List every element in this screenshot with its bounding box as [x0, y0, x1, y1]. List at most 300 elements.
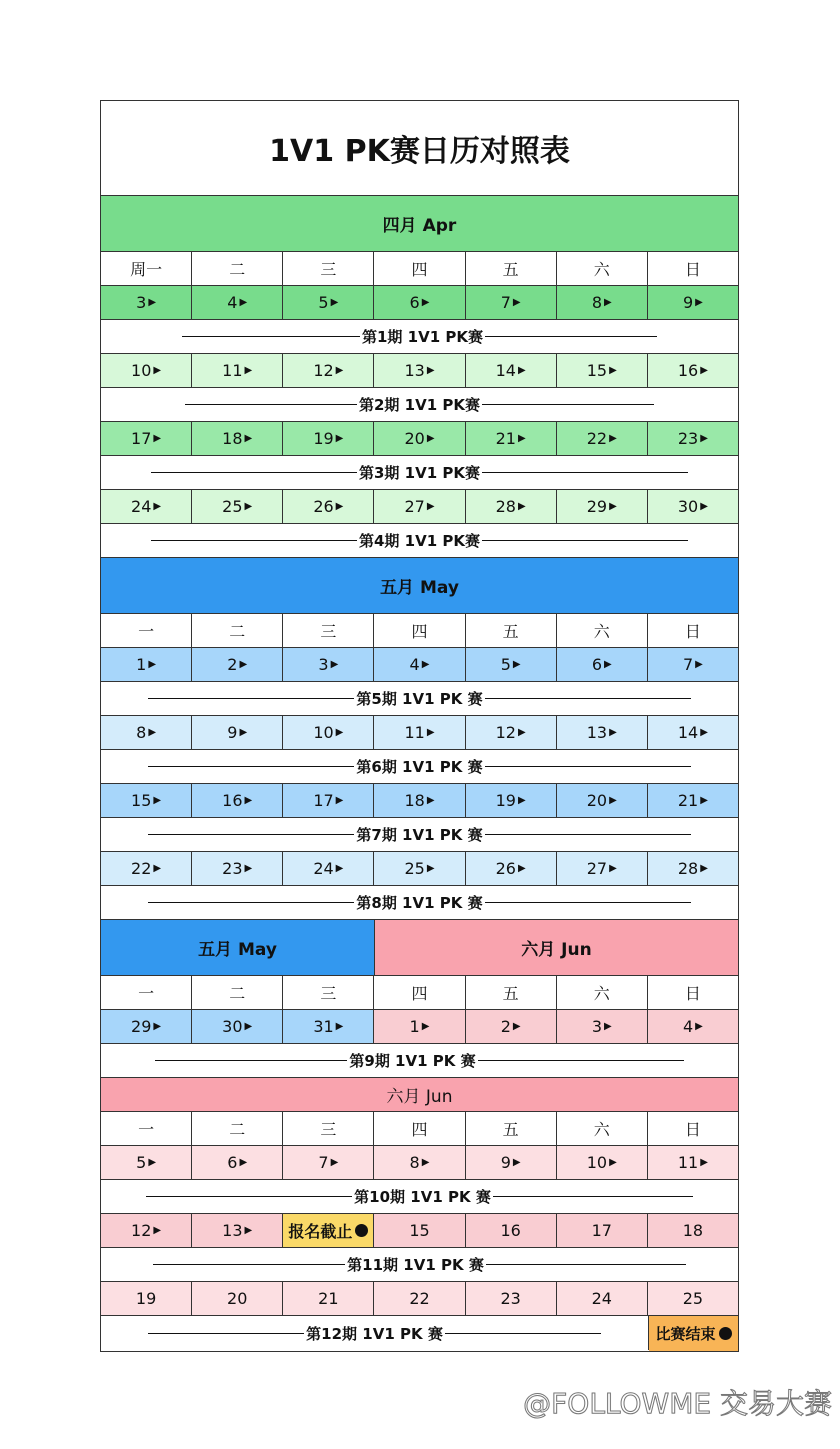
day-cell: [101, 648, 192, 681]
day-number: 24: [131, 497, 152, 516]
day-cell: [648, 354, 738, 387]
play-icon: ▶: [426, 795, 435, 806]
day-cell: [466, 852, 557, 885]
day-number: 15: [586, 361, 608, 380]
day-cell: [283, 648, 374, 681]
weekday: 一: [101, 976, 192, 1009]
day-number: 28: [677, 859, 699, 878]
day-number: 20: [586, 791, 608, 810]
session-label: 第3期 1V1 PK赛: [359, 464, 480, 482]
play-icon: ▶: [239, 1157, 248, 1168]
play-icon: ▶: [244, 433, 253, 444]
day-cell: [283, 490, 374, 523]
day-cell: [648, 1010, 738, 1043]
session-divider: [101, 1316, 649, 1350]
weekday: 三: [283, 252, 374, 285]
day-cell: [374, 1282, 465, 1315]
play-icon: ▶: [153, 795, 162, 806]
day-number: 8: [136, 723, 147, 742]
play-icon: ▶: [609, 501, 617, 512]
play-icon: ▶: [700, 795, 708, 806]
play-icon: ▶: [426, 365, 435, 376]
weekday: 四: [374, 252, 465, 285]
day-cell: [192, 1010, 283, 1043]
day-number: 26: [495, 859, 516, 878]
day-number: 14: [495, 361, 516, 380]
session-divider: [101, 456, 738, 490]
day-cell: [283, 422, 374, 455]
play-icon: ▶: [330, 1157, 339, 1168]
day-number: 28: [495, 497, 516, 516]
play-icon: ▶: [335, 863, 344, 874]
day-cell: [192, 1146, 283, 1179]
play-icon: ▶: [244, 365, 253, 376]
play-icon: ▶: [153, 433, 162, 444]
day-cell: [283, 1282, 374, 1315]
day-number: 19: [313, 429, 334, 448]
april-week-4: [101, 490, 738, 524]
day-cell: [466, 1146, 557, 1179]
day-cell: [101, 1282, 192, 1315]
day-number: 25: [222, 497, 243, 516]
play-icon: ▶: [609, 1157, 617, 1168]
day-cell: [192, 286, 283, 319]
may-weekday-row: [101, 614, 738, 648]
april-weekday-row: [101, 252, 738, 286]
weekday: 五: [466, 614, 557, 647]
day-cell: [466, 1282, 557, 1315]
weekday: 三: [283, 614, 374, 647]
day-cell: [466, 354, 557, 387]
weekday: 四: [374, 1112, 465, 1145]
may-june-week: [101, 1010, 738, 1044]
day-cell: [557, 1146, 648, 1179]
dot-icon: [719, 1327, 732, 1340]
weekday: 二: [192, 252, 283, 285]
day-number: 22: [409, 1289, 430, 1308]
weekday: 日: [684, 1120, 701, 1139]
may-june-weekday-row: [101, 976, 738, 1010]
day-number: 23: [500, 1289, 521, 1308]
day-number: 9: [500, 1153, 511, 1172]
may-week-4: [101, 852, 738, 886]
play-icon: ▶: [609, 365, 617, 376]
day-cell: [466, 1214, 557, 1247]
play-icon: ▶: [244, 1021, 253, 1032]
day-cell: [557, 716, 648, 749]
june-weekday-row: [101, 1112, 738, 1146]
day-number: 13: [222, 1221, 243, 1240]
weekday: 周一: [101, 252, 192, 285]
play-icon: ▶: [700, 863, 708, 874]
day-cell: [466, 648, 557, 681]
may-week-3: [101, 784, 738, 818]
session-label: 第7期 1V1 PK 赛: [356, 826, 483, 844]
day-number: 30: [677, 497, 699, 516]
session-label: 第12期 1V1 PK 赛: [306, 1324, 443, 1343]
june-week-1: [101, 1146, 738, 1180]
day-cell: [101, 1214, 192, 1247]
play-icon: ▶: [330, 659, 339, 670]
weekday: 六: [557, 976, 648, 1009]
play-icon: ▶: [421, 659, 430, 670]
day-number: 17: [591, 1221, 612, 1240]
day-cell: [648, 784, 738, 817]
april-week-1: [101, 286, 738, 320]
day-cell: [101, 354, 192, 387]
day-number: 2: [227, 655, 238, 674]
day-number: 21: [318, 1289, 339, 1308]
play-icon: ▶: [517, 727, 526, 738]
weekday: 二: [192, 614, 283, 647]
weekday: 三: [283, 976, 374, 1009]
match-end-label: 比赛结束: [655, 1325, 716, 1343]
session-divider: [101, 1180, 738, 1214]
session-divider: [101, 524, 738, 558]
day-number: 19: [495, 791, 516, 810]
dot-icon: [355, 1224, 368, 1237]
session-label: 第11期 1V1 PK 赛: [347, 1256, 484, 1274]
day-number: 17: [131, 429, 152, 448]
play-icon: ▶: [512, 1021, 521, 1032]
day-cell: [101, 852, 192, 885]
day-number: 18: [222, 429, 243, 448]
day-cell: [101, 1010, 192, 1043]
day-cell: [101, 784, 192, 817]
play-icon: ▶: [695, 1021, 703, 1032]
play-icon: ▶: [512, 1157, 521, 1168]
weekday: 日: [684, 622, 701, 641]
day-cell: [101, 490, 192, 523]
day-number: 21: [677, 791, 699, 810]
play-icon: ▶: [512, 297, 521, 308]
day-number: 29: [131, 1017, 152, 1036]
play-icon: ▶: [148, 659, 157, 670]
day-number: 1: [136, 655, 147, 674]
play-icon: ▶: [421, 1157, 430, 1168]
play-icon: ▶: [335, 365, 344, 376]
play-icon: ▶: [426, 863, 435, 874]
play-icon: ▶: [700, 501, 708, 512]
day-cell: [192, 852, 283, 885]
day-cell: [283, 716, 374, 749]
april-week-2: [101, 354, 738, 388]
weekday: 六: [557, 614, 648, 647]
session-divider: [101, 1248, 738, 1282]
play-icon: ▶: [700, 727, 708, 738]
april-header: 四月 Apr: [101, 196, 738, 252]
day-number: 19: [135, 1289, 157, 1308]
session-divider: [101, 818, 738, 852]
june-header: 六月 Jun: [101, 1078, 738, 1112]
day-number: 18: [404, 791, 425, 810]
session-label: 第1期 1V1 PK赛: [362, 328, 483, 346]
day-number: 10: [313, 723, 334, 742]
play-icon: ▶: [604, 297, 612, 308]
weekday: 五: [466, 252, 557, 285]
day-cell: [648, 490, 738, 523]
play-icon: ▶: [239, 297, 248, 308]
weekday: 三: [283, 1112, 374, 1145]
play-icon: ▶: [421, 1021, 430, 1032]
day-number: 12: [313, 361, 334, 380]
day-number: 24: [591, 1289, 612, 1308]
play-icon: ▶: [148, 297, 157, 308]
play-icon: ▶: [609, 795, 617, 806]
weekday: 日: [684, 260, 701, 279]
session-divider: [101, 388, 738, 422]
day-number: 31: [313, 1017, 334, 1036]
play-icon: ▶: [426, 727, 435, 738]
day-number: 15: [131, 791, 152, 810]
day-number: 21: [495, 429, 516, 448]
day-cell: [557, 286, 648, 319]
match-end-cell: [649, 1316, 738, 1351]
day-number: 3: [318, 655, 329, 674]
day-number: 24: [313, 859, 334, 878]
day-number: 8: [409, 1153, 420, 1172]
day-cell: [374, 354, 465, 387]
day-number: 4: [227, 293, 238, 312]
play-icon: ▶: [517, 863, 526, 874]
weekday: 二: [192, 976, 283, 1009]
play-icon: ▶: [335, 501, 344, 512]
day-cell: [374, 716, 465, 749]
day-cell: [374, 286, 465, 319]
day-number: 25: [682, 1289, 704, 1308]
play-icon: ▶: [517, 795, 526, 806]
day-number: 16: [500, 1221, 521, 1240]
day-cell: [101, 716, 192, 749]
play-icon: ▶: [239, 659, 248, 670]
session-divider: [101, 1044, 738, 1078]
final-session-row: [101, 1316, 738, 1351]
weekday: 四: [374, 614, 465, 647]
day-cell: [192, 716, 283, 749]
day-cell: [192, 490, 283, 523]
day-number: 27: [586, 859, 608, 878]
day-number: 5: [318, 293, 329, 312]
day-cell: [283, 354, 374, 387]
play-icon: ▶: [700, 365, 708, 376]
day-number: 7: [318, 1153, 329, 1172]
day-cell: [648, 716, 738, 749]
may-june-header: [101, 920, 738, 976]
day-number: 3: [591, 1017, 603, 1036]
weekday: 五: [466, 976, 557, 1009]
day-cell: [374, 1010, 465, 1043]
day-number: 26: [313, 497, 334, 516]
session-divider: [101, 750, 738, 784]
day-cell: [466, 490, 557, 523]
day-cell: [466, 716, 557, 749]
weekday: 一: [101, 614, 192, 647]
session-label: 第5期 1V1 PK 赛: [356, 690, 483, 708]
may-header: 五月 May: [101, 920, 375, 975]
play-icon: ▶: [239, 727, 248, 738]
day-cell: [192, 354, 283, 387]
day-number: 11: [404, 723, 425, 742]
day-cell: [466, 422, 557, 455]
weekday: 二: [192, 1112, 283, 1145]
day-number: 4: [409, 655, 420, 674]
day-number: 6: [591, 655, 603, 674]
june-header: 六月 Jun: [375, 920, 738, 975]
day-cell: [557, 490, 648, 523]
play-icon: ▶: [153, 365, 162, 376]
signup-deadline-cell: [283, 1214, 374, 1247]
may-week-1: [101, 648, 738, 682]
play-icon: ▶: [700, 1157, 708, 1168]
day-number: 17: [313, 791, 334, 810]
play-icon: ▶: [517, 501, 526, 512]
day-cell: [557, 422, 648, 455]
play-icon: ▶: [335, 727, 344, 738]
day-number: 20: [227, 1289, 248, 1308]
may-week-2: [101, 716, 738, 750]
day-number: 9: [682, 293, 694, 312]
play-icon: ▶: [517, 433, 526, 444]
day-number: 11: [677, 1153, 699, 1172]
play-icon: ▶: [335, 1021, 344, 1032]
day-cell: [374, 784, 465, 817]
play-icon: ▶: [426, 433, 435, 444]
day-number: 6: [227, 1153, 238, 1172]
play-icon: ▶: [609, 863, 617, 874]
play-icon: ▶: [153, 863, 162, 874]
play-icon: ▶: [426, 501, 435, 512]
day-number: 12: [495, 723, 516, 742]
day-number: 6: [409, 293, 420, 312]
day-cell: [374, 852, 465, 885]
day-cell: [101, 1146, 192, 1179]
day-number: 20: [404, 429, 425, 448]
day-cell: [557, 1214, 648, 1247]
june-week-2: [101, 1214, 738, 1248]
session-label: 第2期 1V1 PK赛: [359, 396, 480, 414]
june-week-3: [101, 1282, 738, 1316]
day-number: 16: [677, 361, 699, 380]
day-cell: [466, 784, 557, 817]
april-week-3: [101, 422, 738, 456]
day-cell: [192, 1282, 283, 1315]
play-icon: ▶: [153, 501, 162, 512]
day-number: 7: [500, 293, 511, 312]
play-icon: ▶: [330, 297, 339, 308]
day-number: 11: [222, 361, 243, 380]
day-number: 5: [500, 655, 511, 674]
session-label: 第9期 1V1 PK 赛: [349, 1052, 476, 1070]
day-cell: [648, 286, 738, 319]
day-number: 25: [404, 859, 425, 878]
day-number: 5: [136, 1153, 147, 1172]
day-number: 9: [227, 723, 238, 742]
play-icon: ▶: [148, 1157, 157, 1168]
play-icon: ▶: [153, 1021, 162, 1032]
day-number: 18: [682, 1221, 704, 1240]
weekday: 五: [466, 1112, 557, 1145]
session-divider: [101, 682, 738, 716]
day-cell: [192, 784, 283, 817]
day-cell: [374, 490, 465, 523]
day-number: 3: [136, 293, 147, 312]
day-cell: [283, 1010, 374, 1043]
day-cell: [648, 648, 738, 681]
day-cell: [101, 422, 192, 455]
play-icon: ▶: [695, 659, 703, 670]
session-divider: [101, 886, 738, 920]
play-icon: ▶: [609, 727, 617, 738]
day-cell: [557, 1010, 648, 1043]
session-label: 第4期 1V1 PK赛: [359, 532, 480, 550]
day-number: 1: [409, 1017, 420, 1036]
day-number: 2: [500, 1017, 511, 1036]
play-icon: ▶: [335, 795, 344, 806]
day-cell: [192, 648, 283, 681]
day-cell: [557, 1282, 648, 1315]
watermark: @FOLLOWME 交易大赛: [523, 1387, 832, 1420]
play-icon: ▶: [609, 433, 617, 444]
play-icon: ▶: [153, 1225, 162, 1236]
day-cell: [648, 852, 738, 885]
day-cell: [648, 422, 738, 455]
day-cell: [557, 648, 648, 681]
play-icon: ▶: [244, 795, 253, 806]
play-icon: ▶: [148, 727, 157, 738]
day-number: 13: [586, 723, 608, 742]
weekday: 日: [684, 984, 701, 1003]
play-icon: ▶: [695, 297, 703, 308]
session-divider: [101, 320, 738, 354]
day-cell: [283, 1146, 374, 1179]
day-cell: [192, 422, 283, 455]
weekday: 四: [374, 976, 465, 1009]
day-cell: [374, 422, 465, 455]
day-cell: [374, 1146, 465, 1179]
day-number: 13: [404, 361, 425, 380]
day-number: 29: [586, 497, 608, 516]
signup-deadline-label: 报名截止: [288, 1222, 353, 1241]
day-number: 12: [131, 1221, 152, 1240]
play-icon: ▶: [604, 1021, 612, 1032]
session-label: 第10期 1V1 PK 赛: [354, 1188, 491, 1206]
day-number: 10: [131, 361, 152, 380]
session-label: 第8期 1V1 PK 赛: [356, 894, 483, 912]
day-cell: [374, 648, 465, 681]
session-label: 第6期 1V1 PK 赛: [356, 758, 483, 776]
play-icon: ▶: [244, 501, 253, 512]
day-number: 10: [586, 1153, 608, 1172]
day-cell: [192, 1214, 283, 1247]
calendar-table: [100, 100, 739, 1352]
play-icon: ▶: [512, 659, 521, 670]
day-cell: [466, 286, 557, 319]
weekday: 一: [101, 1112, 192, 1145]
play-icon: ▶: [421, 297, 430, 308]
play-icon: ▶: [244, 1225, 253, 1236]
day-cell: [283, 784, 374, 817]
weekday: 六: [557, 252, 648, 285]
play-icon: ▶: [700, 433, 708, 444]
play-icon: ▶: [244, 863, 253, 874]
day-cell: [374, 1214, 465, 1247]
day-number: 22: [131, 859, 152, 878]
day-cell: [557, 852, 648, 885]
day-number: 23: [677, 429, 699, 448]
day-number: 30: [222, 1017, 243, 1036]
page-title: 1V1 PK赛日历对照表: [101, 101, 738, 196]
may-header: 五月 May: [101, 558, 738, 614]
